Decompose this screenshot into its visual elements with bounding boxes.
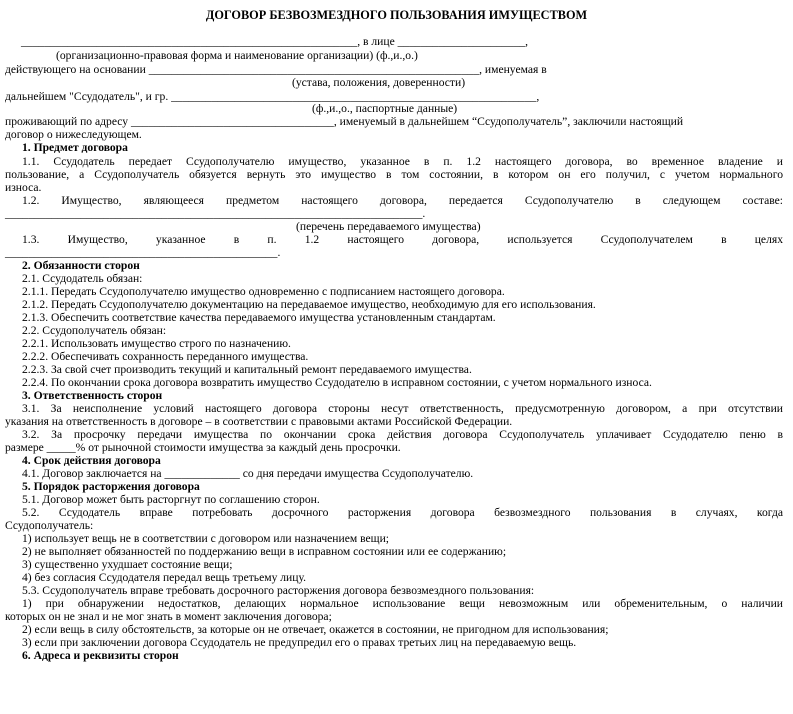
header-caption-basis: (устава, положения, доверенности) [292,76,466,89]
header-line-basis: действующего на основании _________________________________________________________, именуемая в [5,63,547,76]
clause-2-1-3: 2.1.3. Обеспечить соответствие качества передаваемого имущества установленным стандартам. [22,311,496,324]
clause-2-1: 2.1. Ссудодатель обязан: [22,272,143,285]
list-item-5-2-4: 4) без согласия Ссудодателя передал вещь третьему лицу. [22,571,307,584]
section-5-heading: 5. Порядок расторжения договора [22,480,200,493]
clause-1-2-blank: ________________________________________________________________________. [5,207,426,220]
list-item-5-3-1-line-2: которых он не знал и не мог знать в момент заключения договора; [5,610,332,623]
list-item-5-2-3: 3) существенно ухудшает состояние вещи; [22,558,233,571]
clause-5-3: 5.3. Ссудополучатель вправе требовать досрочного расторжения договора безвозмездного пользования: [22,584,535,597]
section-4-heading: 4. Срок действия договора [22,454,161,467]
list-item-5-3-1-line-1: 1) при обнаружении недостатков, делающих нормальное использование вещи невозможным или обременительным, о наличии [22,597,783,610]
header-line-citizen: дальнейшем "Ссудодатель", и гр. _______________________________________________________________, [5,90,540,103]
clause-2-2-1: 2.2.1. Использовать имущество строго по назначению. [22,337,291,350]
clause-1-1-line-1: 1.1. Ссудодатель передает Ссудополучателю имущество, указанное в п. 1.2 настоящего договора, во временное владение и [22,155,783,168]
clause-1-1-line-2: пользование, а Ссудополучатель обязуется вернуть это имущество в том состоянии, в котором он его получил, с учетом нормального [5,168,783,181]
clause-1-1-line-3: износа. [5,181,42,194]
clause-2-2-2: 2.2.2. Обеспечивать сохранность переданного имущества. [22,350,309,363]
clause-1-2-caption: (перечень передаваемого имущества) [296,220,481,233]
clause-3-2-line-2: размере _____% от рыночной стоимости имущества за каждый день просрочки. [5,441,401,454]
section-3-heading: 3. Ответственность сторон [22,389,163,402]
header-caption-citizen: (ф.,и.,о., паспортные данные) [312,102,458,115]
clause-1-3-line-1: 1.3. Имущество, указанное в п. 1.2 настоящего договора, используется Ссудополучателем в целях [22,233,783,246]
clause-1-3-blank: _______________________________________________. [5,246,281,259]
header-line-preamble-end: договор о нижеследующем. [5,128,142,141]
clause-5-1: 5.1. Договор может быть расторгнут по соглашению сторон. [22,493,320,506]
document-title: ДОГОВОР БЕЗВОЗМЕЗДНОГО ПОЛЬЗОВАНИЯ ИМУЩЕСТВОМ [205,8,588,22]
section-2-heading: 2. Обязанности сторон [22,259,140,272]
header-line-address: проживающий по адресу ___________________________________, именуемый в дальнейшем “Ссудополучатель”, заключили настоящий [5,115,684,128]
clause-2-2-3: 2.2.3. За свой счет производить текущий и капитальный ремонт передаваемого имущества. [22,363,472,376]
list-item-5-3-2: 2) если вещь в силу обстоятельств, за которые он не отвечает, окажется в состоянии, не пригодном для использования; [22,623,609,636]
clause-5-2-line-1: 5.2. Ссудодатель вправе потребовать досрочного расторжения договора безвозмездного пользования в случаях, когда [22,506,783,519]
clause-2-1-2: 2.1.2. Передать Ссудополучателю документацию на передаваемое имущество, необходимую для его использования. [22,298,596,311]
clause-3-2-line-1: 3.2. За просрочку передачи имущества по окончании срока действия договора Ссудополучатель уплачивает Ссудодателю пеню в [22,428,783,441]
list-item-5-2-2: 2) не выполняет обязанностей по поддержанию вещи в исправном состоянии или ее содержанию; [22,545,507,558]
header-line-org: __________________________________________________________, в лице ______________________, [21,35,529,48]
clause-2-2: 2.2. Ссудополучатель обязан: [22,324,167,337]
clause-5-2-line-2: Ссудополучатель: [5,519,94,532]
clause-2-2-4: 2.2.4. По окончании срока договора возвратить имущество Ссудодателю в исправном состоянии, с учетом нормального износа. [22,376,652,389]
clause-1-2-line-1: 1.2. Имущество, являющееся предметом настоящего договора, передается Ссудополучателю в следующем составе: [22,194,783,207]
clause-2-1-1: 2.1.1. Передать Ссудополучателю имущество одновременно с подписанием настоящего договора. [22,285,505,298]
clause-3-1-line-2: указания на ответственность в договоре – в соответствии с правовыми актами Российской Федерации. [5,415,513,428]
section-6-heading: 6. Адреса и реквизиты сторон [22,649,179,662]
list-item-5-2-1: 1) использует вещь не в соответствии с договором или назначением вещи; [22,532,389,545]
clause-3-1-line-1: 3.1. За неисполнение условий настоящего договора стороны несут ответственность, предусмотренную договором, а при отсутствии [22,402,783,415]
clause-4-1: 4.1. Договор заключается на _____________ со дня передачи имущества Ссудополучателю. [22,467,474,480]
section-1-heading: 1. Предмет договора [22,141,128,154]
header-caption-org: (организационно-правовая форма и наименование организации) (ф.,и.,о.) [56,49,418,62]
list-item-5-3-3: 3) если при заключении договора Ссудодатель не предупредил его о правах третьих лиц на передаваемую вещь. [22,636,577,649]
